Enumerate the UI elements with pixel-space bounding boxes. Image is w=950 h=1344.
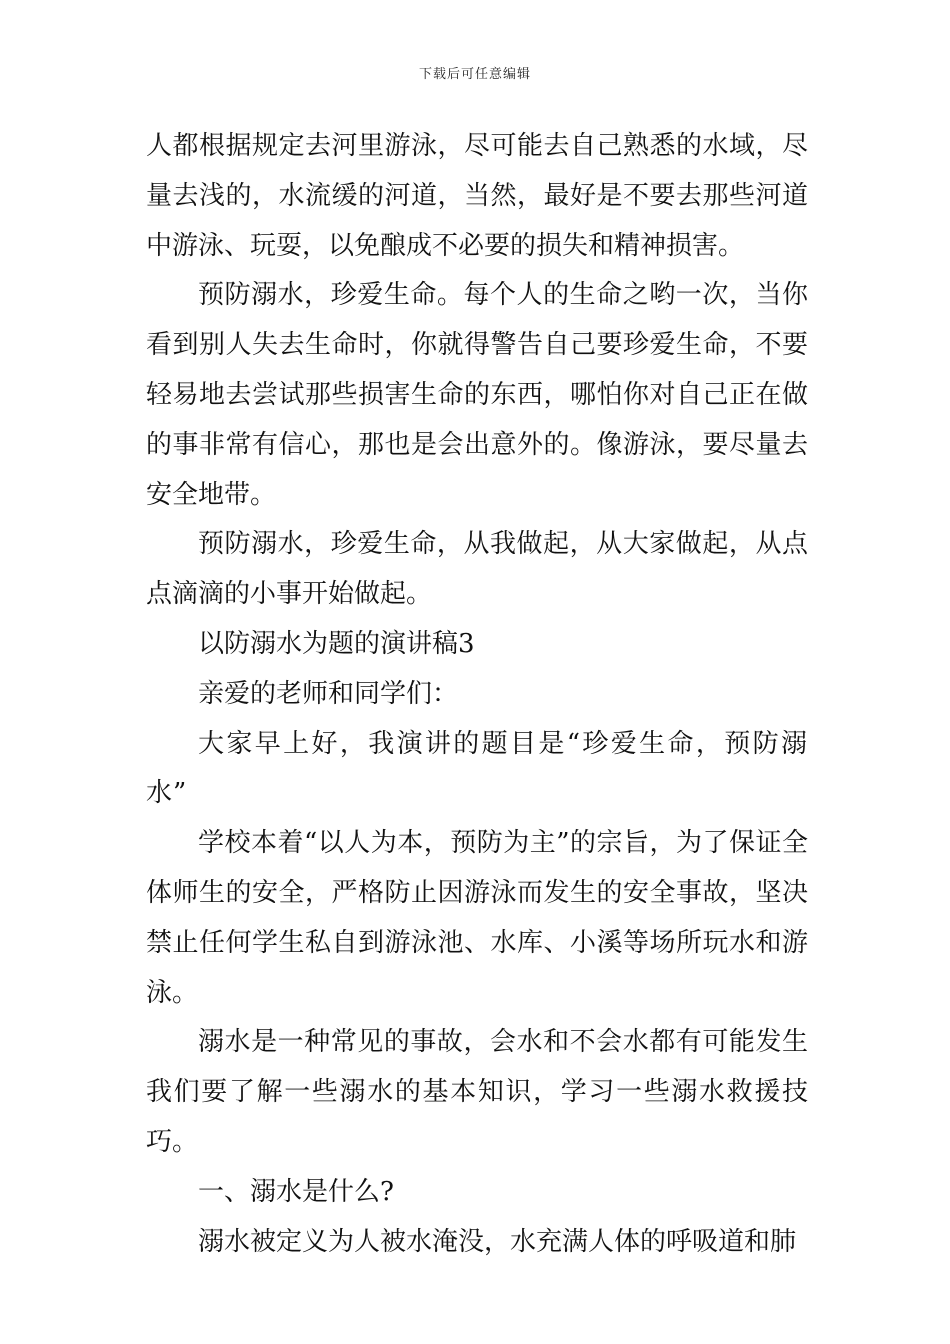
subheading: 一、溺水是什么? bbox=[198, 1176, 394, 1207]
section-title: 以防溺水为题的演讲稿3 bbox=[198, 628, 475, 659]
paragraph: 预防溺水，珍爱生命，从我做起，从大家做起，从点点滴滴的小事开始做起。 bbox=[146, 529, 808, 610]
paragraph: 人都根据规定去河里游泳，尽可能去自己熟悉的水域，尽量去浅的，水流缓的河道，当然，最好是不要去那些河道中游泳、玩耍，以免酿成不必要的损失和精神损害。 bbox=[146, 131, 808, 261]
paragraph: 溺水被定义为人被水淹没，水充满人体的呼吸道和肺 bbox=[198, 1226, 797, 1257]
document-body bbox=[146, 122, 808, 1267]
paragraph: 学校本着“以人为本，预防为主”的宗旨，为了保证全体师生的安全，严格防止因游泳而发生的安全事故，坚决禁止任何学生私自到游泳池、水库、小溪等场所玩水和游泳。 bbox=[146, 828, 808, 1008]
page-header: 下载后可任意编辑 bbox=[418, 67, 531, 82]
salutation: 亲爱的老师和同学们： bbox=[198, 678, 459, 709]
paragraph: 溺水是一种常见的事故，会水和不会水都有可能发生我们要了解一些溺水的基本知识，学习一些溺水救援技巧。 bbox=[146, 1027, 808, 1157]
paragraph: 预防溺水，珍爱生命。每个人的生命之哟一次，当你看到别人失去生命时，你就得警告自己要珍爱生命，不要轻易地去尝试那些损害生命的东西，哪怕你对自己正在做的事非常有信心，那也是会出意外的。像游泳，要尽量去安全地带。 bbox=[146, 280, 808, 510]
paragraph: 大家早上好，我演讲的题目是“珍爱生命，预防溺水” bbox=[146, 728, 808, 809]
